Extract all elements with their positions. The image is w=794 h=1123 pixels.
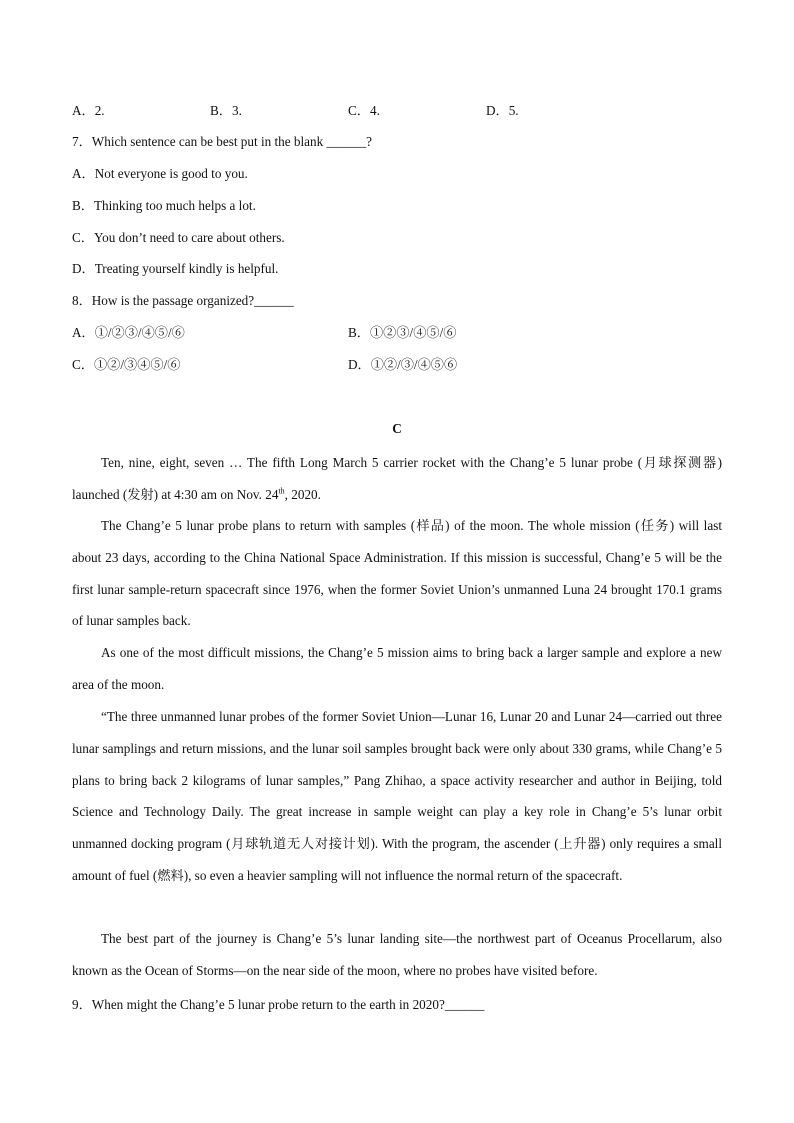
q6-option-b[interactable]: B．3. [210, 103, 242, 118]
q8-option-b[interactable]: B．①②③/④⑤/⑥ [348, 325, 457, 340]
q7-option-d[interactable]: D．Treating yourself kindly is helpful. [72, 261, 279, 276]
q7-option-c[interactable]: C．You don’t need to care about others. [72, 230, 285, 245]
q7-option-b[interactable]: B．Thinking too much helps a lot. [72, 198, 256, 213]
passage-paragraph-4: “The three unmanned lunar probes of the former Soviet Union—Lunar 16, Lunar 20 and Lunar 24—carried out three lunar samplings and return missions, and the lunar soil samples brought back were only about 330 grams, while Chang’e 5 plans to bring back 2 kilograms of lunar samples,” Pang Zhihao, a space activity researcher and author in Beijing, told Science and Technology Daily. The great increase in sample weight can play a key role in Chang’e 5’s lunar orbit unmanned docking program (月球轨道无人对接计划). With the program, the ascender (上升器) only requires a small amount of fuel (燃料), so even a heavier sampling will not influence the normal return of the spacecraft. [72, 709, 722, 883]
passage-paragraph-3: As one of the most difficult missions, the Chang’e 5 mission aims to bring back a larger sample and explore a new area of the moon. [72, 645, 722, 692]
q6-option-a[interactable]: A．2. [72, 103, 105, 118]
q9-stem: 9．When might the Chang’e 5 lunar probe return to the earth in 2020?______ [72, 997, 485, 1012]
passage-paragraph-5: The best part of the journey is Chang’e 5’s lunar landing site—the northwest part of Oceanus Procellarum, also known as the Ocean of Storms—on the near side of the moon, where no probes have visited before. [72, 931, 722, 978]
q7-stem: 7．Which sentence can be best put in the blank ______? [72, 134, 372, 149]
passage-paragraph-2: The Chang’e 5 lunar probe plans to return with samples (样品) of the moon. The whole mission (任务) will last about 23 days, according to the China National Space Administration. If this mission is successful, Chang’e 5 will be the first lunar sample-return spacecraft since 1976, when the former Soviet Union’s unmanned Luna 24 brought 170.1 grams of lunar samples back. [72, 518, 722, 629]
q6-option-d[interactable]: D．5. [486, 103, 519, 118]
passage-paragraph-1-tail: , 2020. [284, 486, 321, 502]
section-title: C [392, 421, 402, 436]
q8-option-c[interactable]: C．①②/③④⑤/⑥ [72, 357, 181, 372]
q8-option-a[interactable]: A．①/②③/④⑤/⑥ [72, 325, 185, 340]
q8-stem: 8．How is the passage organized?______ [72, 293, 294, 308]
date-ordinal-suffix: th [278, 486, 285, 496]
q6-option-c[interactable]: C．4. [348, 103, 380, 118]
q7-option-a[interactable]: A．Not everyone is good to you. [72, 166, 248, 181]
q8-option-d[interactable]: D．①②/③/④⑤⑥ [348, 357, 458, 372]
passage-paragraph-1-text: Ten, nine, eight, seven … The fifth Long March 5 carrier rocket with the Chang’e 5 lunar probe (月球探测器) launched (发射) at 4:30 am on Nov. 24 [72, 455, 722, 502]
passage-paragraph-1 [72, 447, 722, 511]
